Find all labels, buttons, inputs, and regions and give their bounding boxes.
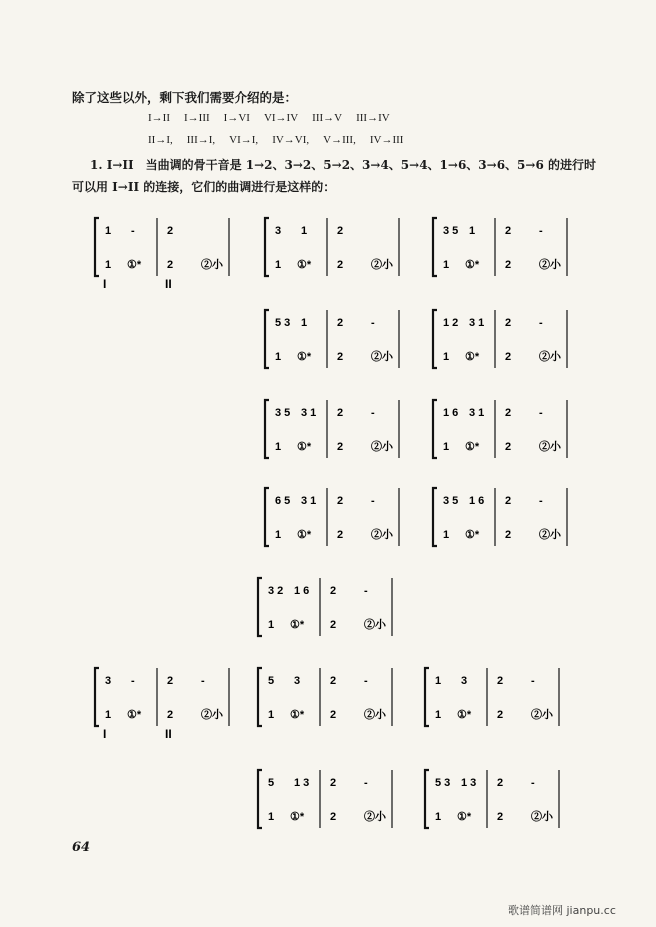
- system-bracket: [258, 578, 262, 636]
- melody-note: 3 5: [443, 225, 459, 237]
- melody-note: 2: [330, 675, 337, 687]
- melody-note: 1: [469, 225, 476, 237]
- bass-note: 1: [275, 441, 282, 453]
- notation-block: [265, 488, 399, 546]
- bass-note: ①*: [290, 709, 305, 721]
- bass-note: 1: [435, 709, 442, 721]
- bass-note: ①*: [465, 529, 480, 541]
- melody-note: -: [131, 675, 135, 687]
- melody-note: 5 3: [435, 777, 451, 789]
- system-bracket: [265, 488, 269, 546]
- notation-block: [265, 310, 399, 368]
- progression-item: III→IV: [356, 112, 390, 124]
- melody-note: 2: [505, 225, 512, 237]
- bass-note: 2: [337, 351, 344, 363]
- melody-note: -: [371, 317, 375, 329]
- system-bracket: [265, 310, 269, 368]
- melody-note: 2: [497, 777, 504, 789]
- bass-note: 1: [443, 529, 450, 541]
- melody-note: -: [371, 407, 375, 419]
- bass-note: 1: [443, 259, 450, 271]
- chord-label: I: [103, 727, 107, 741]
- bass-note: 1: [268, 709, 275, 721]
- melody-note: -: [539, 317, 543, 329]
- bass-note: 1: [275, 259, 282, 271]
- bass-note: ①*: [290, 619, 305, 631]
- bass-note: ①*: [457, 709, 472, 721]
- bass-note: 1: [105, 259, 112, 271]
- melody-note: 3 1: [301, 495, 317, 507]
- progression-item: III→V: [312, 112, 343, 124]
- melody-note: 3 2: [268, 585, 284, 597]
- bass-note: 1: [268, 619, 275, 631]
- notation-block: [265, 218, 399, 276]
- notation-block: [433, 488, 567, 546]
- bass-note: ①*: [297, 529, 312, 541]
- notation-block: [258, 668, 392, 726]
- notation-block: [433, 400, 567, 458]
- bass-note: 1: [443, 441, 450, 453]
- bass-note: 2: [497, 811, 504, 823]
- melody-note: 5 3: [275, 317, 291, 329]
- melody-note: 1: [105, 225, 112, 237]
- bass-note: 2: [330, 709, 337, 721]
- notation-block: [433, 218, 567, 276]
- melody-note: 6 5: [275, 495, 291, 507]
- bass-note: ①*: [297, 441, 312, 453]
- watermark: 歌谱简谱网 jianpu.cc: [508, 904, 616, 917]
- bass-note: 2: [505, 351, 512, 363]
- progression-item: V→III,: [323, 134, 356, 146]
- melody-note: -: [539, 495, 543, 507]
- bass-note: ①*: [127, 709, 142, 721]
- melody-note: -: [364, 585, 368, 597]
- melody-note: 3 1: [469, 317, 485, 329]
- melody-note: 3: [275, 225, 282, 237]
- melody-note: 5: [268, 777, 275, 789]
- melody-note: 2: [167, 225, 174, 237]
- bass-note: ①*: [457, 811, 472, 823]
- melody-note: 2: [330, 777, 337, 789]
- bass-note: ②小: [539, 441, 561, 453]
- page-number: 64: [72, 840, 91, 855]
- melody-note: 1 6: [443, 407, 459, 419]
- progression-item: I→II: [148, 112, 170, 124]
- bass-note: 2: [167, 259, 174, 271]
- system-bracket: [258, 770, 262, 828]
- bass-note: ②小: [201, 709, 223, 721]
- melody-note: 2: [337, 225, 344, 237]
- melody-note: 3 1: [301, 407, 317, 419]
- melody-note: 3 1: [469, 407, 485, 419]
- bass-note: ②小: [539, 259, 561, 271]
- melody-note: 2: [330, 585, 337, 597]
- system-bracket: [95, 668, 99, 726]
- bass-note: ②小: [364, 619, 386, 631]
- bass-note: 1: [443, 351, 450, 363]
- bass-note: ②小: [371, 351, 393, 363]
- progression-item: III→I,: [186, 134, 216, 146]
- progression-item: II→I,: [148, 134, 173, 146]
- melody-note: 2: [505, 407, 512, 419]
- notation-block: [258, 578, 392, 636]
- bass-note: 2: [497, 709, 504, 721]
- notation-block: [95, 218, 229, 291]
- progression-item: IV→III: [369, 134, 404, 146]
- progression-item: VI→IV: [263, 112, 299, 124]
- bass-note: 2: [505, 529, 512, 541]
- bass-note: ②小: [201, 259, 223, 271]
- bass-note: 2: [330, 619, 337, 631]
- progression-item: IV→VI,: [272, 134, 310, 146]
- melody-note: -: [201, 675, 205, 687]
- bass-note: ①*: [290, 811, 305, 823]
- melody-note: -: [531, 675, 535, 687]
- bass-note: ①*: [297, 351, 312, 363]
- melody-note: 2: [505, 317, 512, 329]
- system-bracket: [433, 488, 437, 546]
- melody-note: 2: [497, 675, 504, 687]
- system-bracket: [433, 400, 437, 458]
- melody-note: -: [364, 777, 368, 789]
- melody-note: -: [539, 407, 543, 419]
- bass-note: 2: [505, 441, 512, 453]
- bass-note: ①*: [465, 351, 480, 363]
- bass-note: ①*: [465, 441, 480, 453]
- bass-note: ②小: [531, 709, 553, 721]
- melody-note: 5: [268, 675, 275, 687]
- bass-note: 1: [435, 811, 442, 823]
- melody-note: -: [371, 495, 375, 507]
- melody-note: 1 2: [443, 317, 459, 329]
- melody-note: 2: [337, 407, 344, 419]
- melody-note: 3 5: [275, 407, 291, 419]
- melody-note: 1 6: [294, 585, 310, 597]
- system-bracket: [433, 218, 437, 276]
- bass-note: 2: [330, 811, 337, 823]
- system-bracket: [265, 218, 269, 276]
- bass-note: ①*: [465, 259, 480, 271]
- system-bracket: [258, 668, 262, 726]
- bass-note: ②小: [364, 811, 386, 823]
- progression-item: I→III: [184, 112, 210, 124]
- bass-note: 1: [275, 351, 282, 363]
- notation-block: [425, 770, 559, 828]
- melody-note: -: [364, 675, 368, 687]
- melody-note: -: [131, 225, 135, 237]
- progression-item: I→VI: [223, 112, 250, 124]
- melody-note: -: [539, 225, 543, 237]
- melody-note: 3: [294, 675, 301, 687]
- melody-note: 2: [337, 317, 344, 329]
- chord-label: I: [103, 277, 107, 291]
- bass-note: 2: [337, 529, 344, 541]
- bass-note: ②小: [539, 529, 561, 541]
- intro-text: 除了这些以外，剩下我们需要介绍的是：: [72, 90, 298, 105]
- notation-block: [265, 400, 399, 458]
- melody-note: 1 3: [294, 777, 310, 789]
- bass-note: 2: [337, 441, 344, 453]
- system-bracket: [425, 770, 429, 828]
- melody-note: 1: [435, 675, 442, 687]
- bass-note: ②小: [371, 441, 393, 453]
- section-description: 可以用 I→II 的连接，它们的曲调进行是这样的：: [72, 180, 336, 194]
- bass-note: ①*: [127, 259, 142, 271]
- bass-note: ②小: [539, 351, 561, 363]
- bass-note: ②小: [371, 529, 393, 541]
- melody-note: 1 3: [461, 777, 477, 789]
- bass-note: 1: [275, 529, 282, 541]
- melody-note: 1: [301, 225, 308, 237]
- bass-note: 1: [268, 811, 275, 823]
- melody-note: -: [531, 777, 535, 789]
- bass-note: 2: [505, 259, 512, 271]
- bass-note: ②小: [364, 709, 386, 721]
- melody-note: 1 6: [469, 495, 485, 507]
- bass-note: ②小: [371, 259, 393, 271]
- melody-note: 2: [505, 495, 512, 507]
- system-bracket: [265, 400, 269, 458]
- bass-note: 1: [105, 709, 112, 721]
- bass-note: ②小: [531, 811, 553, 823]
- melody-note: 3: [105, 675, 112, 687]
- melody-note: 3: [461, 675, 468, 687]
- melody-note: 1: [301, 317, 308, 329]
- section-title: 1. I→II 当曲调的骨干音是 1→2、3→2、5→2、3→4、5→4、1→6、3→6、5→6 的进行时: [90, 158, 596, 172]
- system-bracket: [425, 668, 429, 726]
- notation-block: [433, 310, 567, 368]
- notation-block: [95, 668, 229, 741]
- progression-item: VI→I,: [229, 134, 259, 146]
- notation-block: [425, 668, 559, 726]
- notation-block: [258, 770, 392, 828]
- bass-note: 2: [337, 259, 344, 271]
- bass-note: 2: [167, 709, 174, 721]
- melody-note: 3 5: [443, 495, 459, 507]
- chord-label: II: [165, 277, 172, 291]
- system-bracket: [95, 218, 99, 276]
- melody-note: 2: [167, 675, 174, 687]
- bass-note: ①*: [297, 259, 312, 271]
- chord-label: II: [165, 727, 172, 741]
- system-bracket: [433, 310, 437, 368]
- melody-note: 2: [337, 495, 344, 507]
